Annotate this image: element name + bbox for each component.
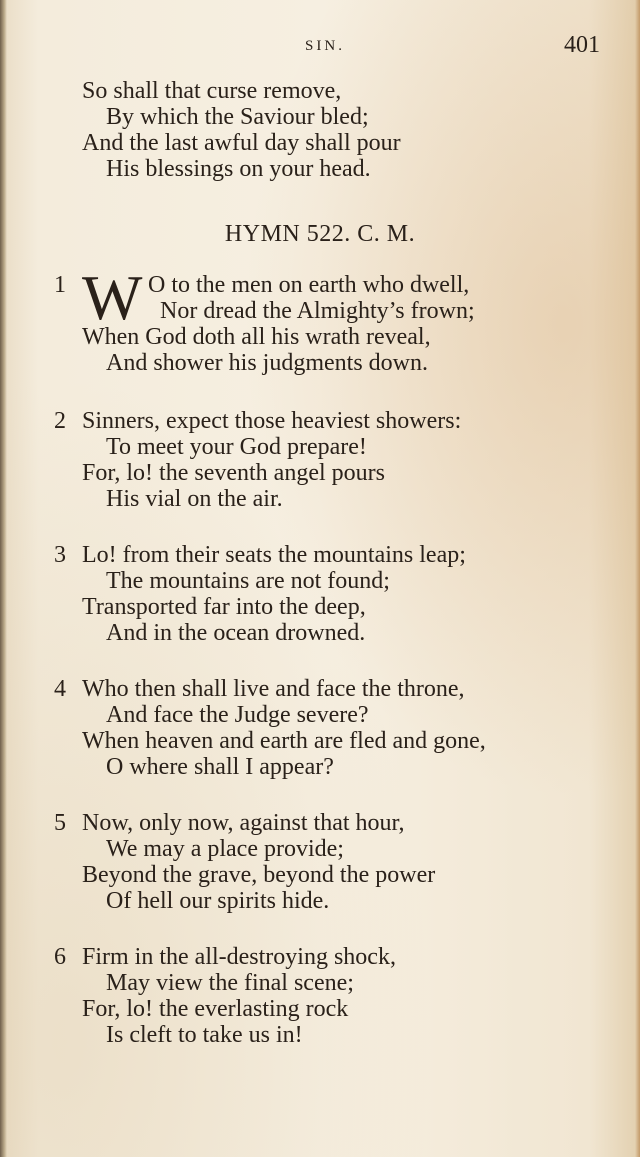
page-gutter-shadow [0,0,7,1157]
verse-line: And the last awful day shall pour [82,130,401,156]
verse-line: His vial on the air. [106,486,283,512]
stanza-number: 1 [54,272,66,298]
page-number: 401 [564,32,600,58]
stanza-number: 2 [54,408,66,434]
stanza-number: 6 [54,944,66,970]
verse-line: Beyond the grave, beyond the power [82,862,436,888]
verse-line: Sinners, expect those heaviest showers: [82,408,462,434]
verse-line: Now, only now, against that hour, [82,810,405,836]
verse-line: Is cleft to take us in! [106,1022,303,1048]
stanza-number: 5 [54,810,66,836]
verse-line: To meet your God prepare! [106,434,367,460]
verse-line: So shall that curse remove, [82,78,342,104]
verse-line: And face the Judge severe? [106,702,369,728]
verse-line: O to the men on earth who dwell, [148,272,470,298]
verse-line: The mountains are not found; [106,568,390,594]
verse-line: And shower his judgments down. [106,350,428,376]
verse-line: Transported far into the deep, [82,594,366,620]
verse-line: We may a place provide; [106,836,344,862]
stanza-number: 4 [54,676,66,702]
verse-line: O where shall I appear? [106,754,334,780]
verse-line: When heaven and earth are fled and gone, [82,728,486,754]
verse-line: Of hell our spirits hide. [106,888,330,914]
hymn-title: HYMN 522. C. M. [224,221,416,247]
verse-line: For, lo! the everlasting rock [82,996,349,1022]
verse-line: Firm in the all-destroying shock, [82,944,396,970]
drop-cap: W [82,262,143,333]
verse-line: Lo! from their seats the mountains leap; [82,542,466,568]
verse-line: Nor dread the Almighty’s frown; [160,298,475,324]
stanza-number: 3 [54,542,66,568]
verse-line: His blessings on your head. [106,156,371,182]
running-head: SIN. [305,38,345,54]
verse-line: And in the ocean drowned. [106,620,366,646]
verse-line: For, lo! the seventh angel pours [82,460,385,486]
verse-line: When God doth all his wrath reveal, [82,324,431,350]
verse-line: By which the Saviour bled; [106,104,369,130]
verse-line: May view the final scene; [106,970,354,996]
page-edge [635,0,640,1157]
verse-line: Who then shall live and face the throne, [82,676,465,702]
